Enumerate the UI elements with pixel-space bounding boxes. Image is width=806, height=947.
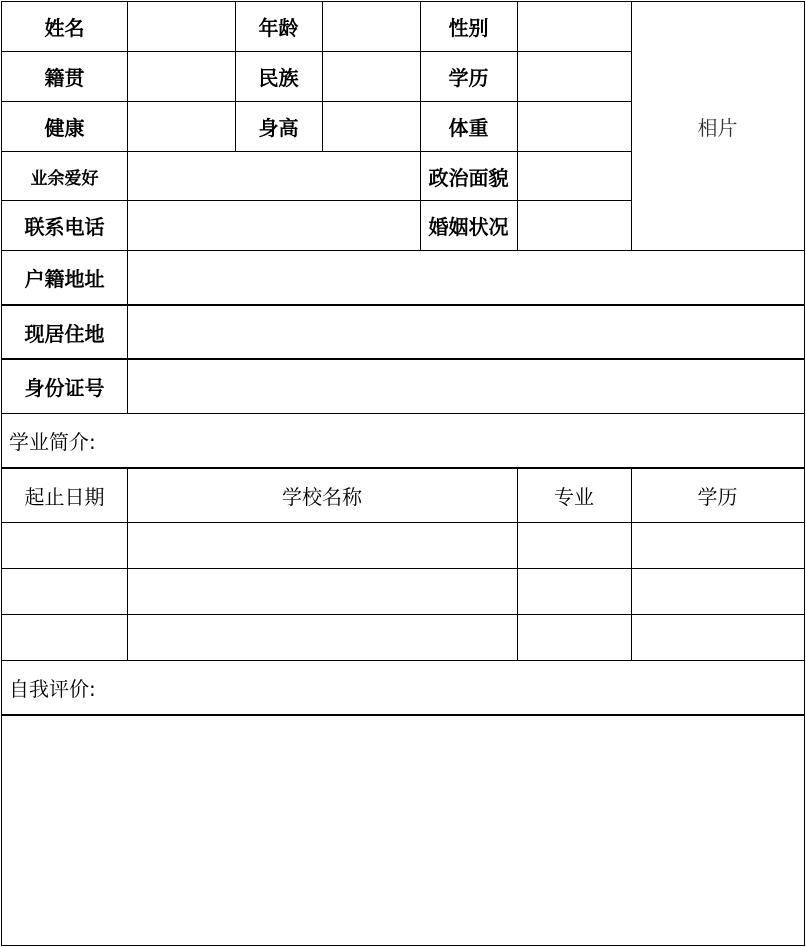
- vline-col3: [322, 1, 323, 151]
- hobbies-label: 业余爱好: [30, 168, 99, 189]
- political-status-label: 政治面貌: [428, 165, 509, 190]
- hline-r13: [1, 660, 805, 661]
- marital-status-label: 婚姻状况: [428, 215, 509, 239]
- hline-r4: [1, 200, 632, 201]
- hline-r14: [1, 714, 805, 716]
- vline-edu-3: [631, 467, 632, 660]
- vline-edu-2: [517, 467, 518, 660]
- hline-r12: [1, 614, 805, 615]
- health-label: 健康: [44, 115, 85, 140]
- edu-row-3-degree[interactable]: [631, 614, 804, 660]
- hline-r11: [1, 568, 805, 569]
- edu-row-2-school[interactable]: [127, 568, 517, 614]
- phone-label: 联系电话: [24, 215, 105, 239]
- edu-header-dates: 起止日期: [24, 484, 105, 509]
- hline-r6: [1, 304, 805, 306]
- household-address-value-cell[interactable]: [127, 250, 804, 305]
- vline-photo: [631, 1, 632, 250]
- edu-row-2-dates[interactable]: [2, 568, 127, 614]
- household-address-label: 户籍地址: [24, 267, 105, 291]
- border-bottom: [1, 945, 805, 946]
- edu-row-3-school[interactable]: [127, 614, 517, 660]
- border-top: [1, 1, 805, 2]
- edu-header-major: 专业: [554, 484, 594, 509]
- name-label: 姓名: [44, 16, 85, 40]
- current-address-value-cell[interactable]: [127, 305, 804, 359]
- hline-r5: [1, 250, 805, 251]
- hline-r2: [1, 101, 632, 102]
- hline-r7: [1, 358, 805, 360]
- self-evaluation-value-area[interactable]: [2, 715, 804, 945]
- id-number-label: 身份证号: [24, 375, 105, 400]
- photo-area[interactable]: 相片: [697, 115, 738, 140]
- border-left: [1, 1, 2, 946]
- name-value-cell[interactable]: [127, 2, 235, 51]
- native-place-label: 籍贯: [44, 65, 85, 90]
- vline-col4: [420, 1, 421, 250]
- edu-row-2-degree[interactable]: [631, 568, 804, 614]
- edu-row-3-major[interactable]: [517, 614, 631, 660]
- ethnicity-label: 民族: [258, 65, 299, 90]
- edu-row-1-major[interactable]: [517, 522, 631, 568]
- education-value-cell[interactable]: [517, 51, 631, 101]
- edu-row-2-major[interactable]: [517, 568, 631, 614]
- phone-value-cell[interactable]: [127, 201, 420, 250]
- edu-header-degree: 学历: [697, 484, 738, 509]
- weight-label: 体重: [448, 115, 489, 140]
- vline-col2: [235, 1, 236, 151]
- height-label: 身高: [258, 115, 299, 140]
- hline-r8: [1, 413, 805, 414]
- education-section-label: 学业简介:: [9, 430, 96, 454]
- hline-r9: [1, 467, 805, 469]
- self-evaluation-label: 自我评价:: [9, 677, 96, 701]
- ethnicity-value-cell[interactable]: [322, 51, 420, 101]
- edu-row-3-dates[interactable]: [2, 614, 127, 660]
- id-number-value-cell[interactable]: [127, 359, 804, 413]
- vline-edu-1: [127, 467, 128, 660]
- hline-r1: [1, 51, 632, 52]
- edu-row-1-school[interactable]: [127, 522, 517, 568]
- border-right: [804, 1, 805, 946]
- height-value-cell[interactable]: [322, 101, 420, 151]
- hline-r10: [1, 522, 805, 523]
- gender-label: 性别: [448, 16, 489, 40]
- marital-status-value-cell[interactable]: [517, 201, 631, 250]
- hline-r3: [1, 151, 632, 152]
- weight-value-cell[interactable]: [517, 101, 631, 151]
- education-label: 学历: [448, 65, 489, 90]
- edu-header-school: 学校名称: [282, 484, 362, 509]
- hobbies-value-cell[interactable]: [127, 151, 420, 201]
- gender-value-cell[interactable]: [517, 2, 631, 51]
- vline-col5: [517, 1, 518, 250]
- edu-row-1-degree[interactable]: [631, 522, 804, 568]
- health-value-cell[interactable]: [127, 101, 235, 151]
- age-label: 年龄: [258, 16, 299, 40]
- age-value-cell[interactable]: [322, 2, 420, 51]
- edu-row-1-dates[interactable]: [2, 522, 127, 568]
- vline-label-col: [127, 1, 128, 413]
- native-place-value-cell[interactable]: [127, 51, 235, 101]
- current-address-label: 现居住地: [24, 321, 105, 346]
- political-status-value-cell[interactable]: [517, 151, 631, 201]
